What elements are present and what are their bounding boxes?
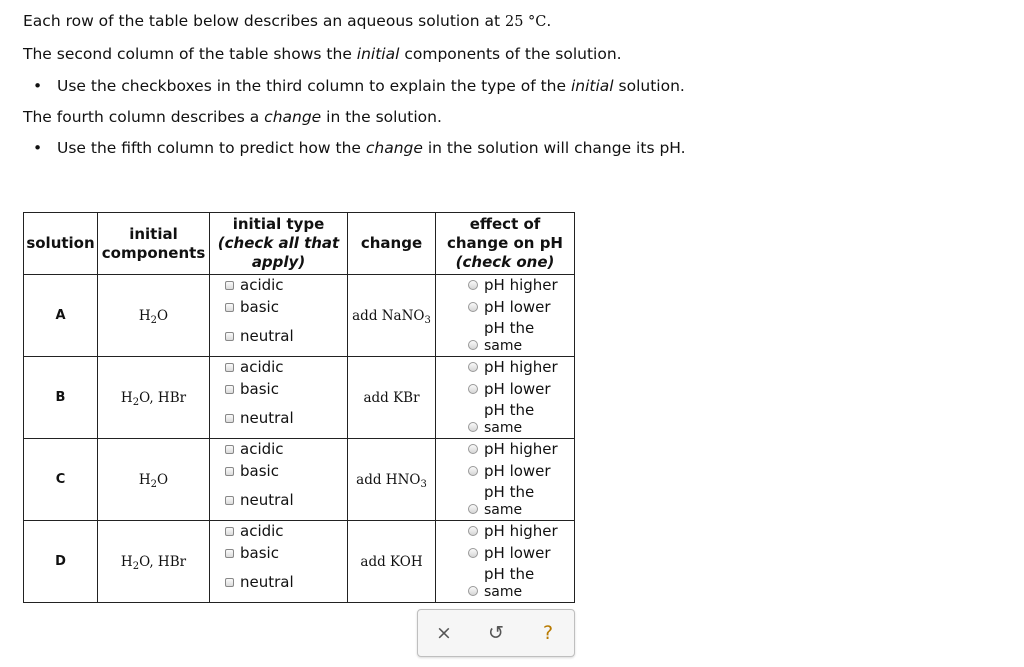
initial-type-options <box>210 521 348 603</box>
checkbox-icon[interactable] <box>225 496 234 505</box>
initial-components <box>98 439 210 521</box>
header-initial-type: initial type (check all that apply) <box>210 213 348 275</box>
formula-text: add NaNO <box>352 307 425 324</box>
radio-icon[interactable] <box>468 340 478 350</box>
formula-text: O <box>157 307 169 324</box>
radio-label <box>484 565 534 601</box>
radio-icon[interactable] <box>468 422 478 432</box>
checkbox-icon[interactable] <box>225 414 234 423</box>
radio-ph-higher[interactable] <box>468 358 558 376</box>
subscript: 3 <box>424 314 431 326</box>
effect-options <box>436 275 575 357</box>
solution-label: D <box>24 521 98 603</box>
header-components: initial components <box>98 213 210 275</box>
header-effect: effect of change on pH (check one) <box>436 213 575 275</box>
formula-text: H <box>120 553 133 570</box>
checkbox-neutral[interactable] <box>225 491 294 509</box>
radio-ph-lower[interactable] <box>468 298 551 316</box>
radio-label-line: same <box>484 584 523 600</box>
radio-icon[interactable] <box>468 444 478 454</box>
radio-icon[interactable] <box>468 548 478 558</box>
instruction-line-3: The fourth column describes a change in the solution. <box>23 108 442 126</box>
radio-icon[interactable] <box>468 526 478 536</box>
instruction-line-2: The second column of the table shows the initial components of the solution. <box>23 45 622 63</box>
radio-ph-lower[interactable] <box>468 462 551 480</box>
checkbox-label: basic <box>240 544 279 562</box>
solution-label: C <box>24 439 98 521</box>
radio-label: pH higher <box>484 358 558 376</box>
formula-text: add HNO <box>356 471 421 488</box>
radio-icon[interactable] <box>468 504 478 514</box>
radio-label: pH higher <box>484 276 558 294</box>
change-description <box>348 521 436 603</box>
formula-text: add KBr <box>363 389 420 406</box>
checkbox-icon[interactable] <box>225 549 234 558</box>
radio-label-line: same <box>484 420 523 436</box>
checkbox-acidic[interactable] <box>225 440 284 458</box>
subscript: 2 <box>150 478 158 490</box>
radio-icon[interactable] <box>468 384 478 394</box>
checkbox-label: basic <box>240 380 279 398</box>
undo-button[interactable]: ↺ <box>488 622 504 644</box>
checkbox-label: neutral <box>240 327 294 345</box>
radio-label <box>484 319 534 355</box>
radio-label-line: pH the <box>484 483 535 501</box>
table-body <box>24 275 575 603</box>
radio-label-line: pH the <box>484 319 535 337</box>
formula-text: H <box>138 307 151 324</box>
checkbox-icon[interactable] <box>225 527 234 536</box>
formula-text: O, HBr <box>139 389 187 406</box>
formula-text: O, HBr <box>139 553 187 570</box>
radio-icon[interactable] <box>468 362 478 372</box>
checkbox-icon[interactable] <box>225 363 234 372</box>
checkbox-neutral[interactable] <box>225 409 294 427</box>
checkbox-icon[interactable] <box>225 303 234 312</box>
subscript: 2 <box>132 396 140 408</box>
radio-label: pH higher <box>484 440 558 458</box>
radio-ph-higher[interactable] <box>468 440 558 458</box>
checkbox-label: neutral <box>240 409 294 427</box>
checkbox-acidic[interactable] <box>225 358 284 376</box>
clear-button[interactable]: × <box>436 622 452 644</box>
checkbox-basic[interactable] <box>225 544 279 562</box>
radio-ph-higher[interactable] <box>468 276 558 294</box>
radio-label-line: pH the <box>484 565 535 583</box>
table-row <box>24 521 575 603</box>
initial-components <box>98 357 210 439</box>
instruction-line-1: Each row of the table below describes an aqueous solution at 25 °C. <box>23 12 552 30</box>
checkbox-neutral[interactable] <box>225 573 294 591</box>
radio-ph-lower[interactable] <box>468 544 551 562</box>
checkbox-basic[interactable] <box>225 298 279 316</box>
radio-label-line: same <box>484 338 523 354</box>
initial-components <box>98 275 210 357</box>
radio-ph-same[interactable] <box>468 565 534 601</box>
effect-options <box>436 521 575 603</box>
answer-toolbar <box>417 609 575 657</box>
subscript: 3 <box>420 478 427 490</box>
checkbox-label: acidic <box>240 440 284 458</box>
radio-ph-same[interactable] <box>468 319 534 355</box>
subscript: 2 <box>132 560 140 572</box>
checkbox-acidic[interactable] <box>225 276 284 294</box>
radio-icon[interactable] <box>468 586 478 596</box>
checkbox-label: acidic <box>240 358 284 376</box>
checkbox-label: basic <box>240 298 279 316</box>
initial-type-options <box>210 357 348 439</box>
radio-icon[interactable] <box>468 280 478 290</box>
instruction-bullet-1: • Use the checkboxes in the third column to explain the type of the initial solution. <box>33 77 685 95</box>
radio-icon[interactable] <box>468 466 478 476</box>
checkbox-basic[interactable] <box>225 380 279 398</box>
radio-label: pH lower <box>484 462 551 480</box>
change-description <box>348 439 436 521</box>
radio-label: pH lower <box>484 298 551 316</box>
radio-label-line: same <box>484 502 523 518</box>
effect-options <box>436 439 575 521</box>
radio-label-line: pH the <box>484 401 535 419</box>
header-change: change <box>348 213 436 275</box>
formula-text: add KOH <box>360 553 423 570</box>
help-button[interactable]: ? <box>542 622 554 644</box>
table-row <box>24 275 575 357</box>
checkbox-basic[interactable] <box>225 462 279 480</box>
checkbox-neutral[interactable] <box>225 327 294 345</box>
checkbox-label: acidic <box>240 522 284 540</box>
checkbox-label: acidic <box>240 276 284 294</box>
radio-label: pH higher <box>484 522 558 540</box>
checkbox-icon[interactable] <box>225 445 234 454</box>
radio-label <box>484 483 534 519</box>
radio-label: pH lower <box>484 544 551 562</box>
solution-label: B <box>24 357 98 439</box>
formula-text: H <box>120 389 133 406</box>
checkbox-label: neutral <box>240 573 294 591</box>
checkbox-icon[interactable] <box>225 578 234 587</box>
initial-components <box>98 521 210 603</box>
effect-options <box>436 357 575 439</box>
checkbox-acidic[interactable] <box>225 522 284 540</box>
radio-icon[interactable] <box>468 302 478 312</box>
formula-text: H <box>138 471 151 488</box>
radio-label <box>484 401 534 437</box>
radio-ph-same[interactable] <box>468 483 534 519</box>
radio-ph-lower[interactable] <box>468 380 551 398</box>
formula-text: O <box>157 471 169 488</box>
checkbox-icon[interactable] <box>225 281 234 290</box>
instruction-bullet-2: • Use the fifth column to predict how the change in the solution will change its pH. <box>33 139 686 157</box>
checkbox-label: neutral <box>240 491 294 509</box>
subscript: 2 <box>150 314 158 326</box>
checkbox-icon[interactable] <box>225 467 234 476</box>
change-description <box>348 275 436 357</box>
initial-type-options <box>210 439 348 521</box>
checkbox-icon[interactable] <box>225 332 234 341</box>
radio-label: pH lower <box>484 380 551 398</box>
radio-ph-same[interactable] <box>468 401 534 437</box>
table-row <box>24 357 575 439</box>
solutions-table <box>23 212 575 603</box>
header-solution: solution <box>24 213 98 275</box>
radio-ph-higher[interactable] <box>468 522 558 540</box>
solution-label: A <box>24 275 98 357</box>
table-row <box>24 439 575 521</box>
checkbox-icon[interactable] <box>225 385 234 394</box>
checkbox-label: basic <box>240 462 279 480</box>
change-description <box>348 357 436 439</box>
initial-type-options <box>210 275 348 357</box>
